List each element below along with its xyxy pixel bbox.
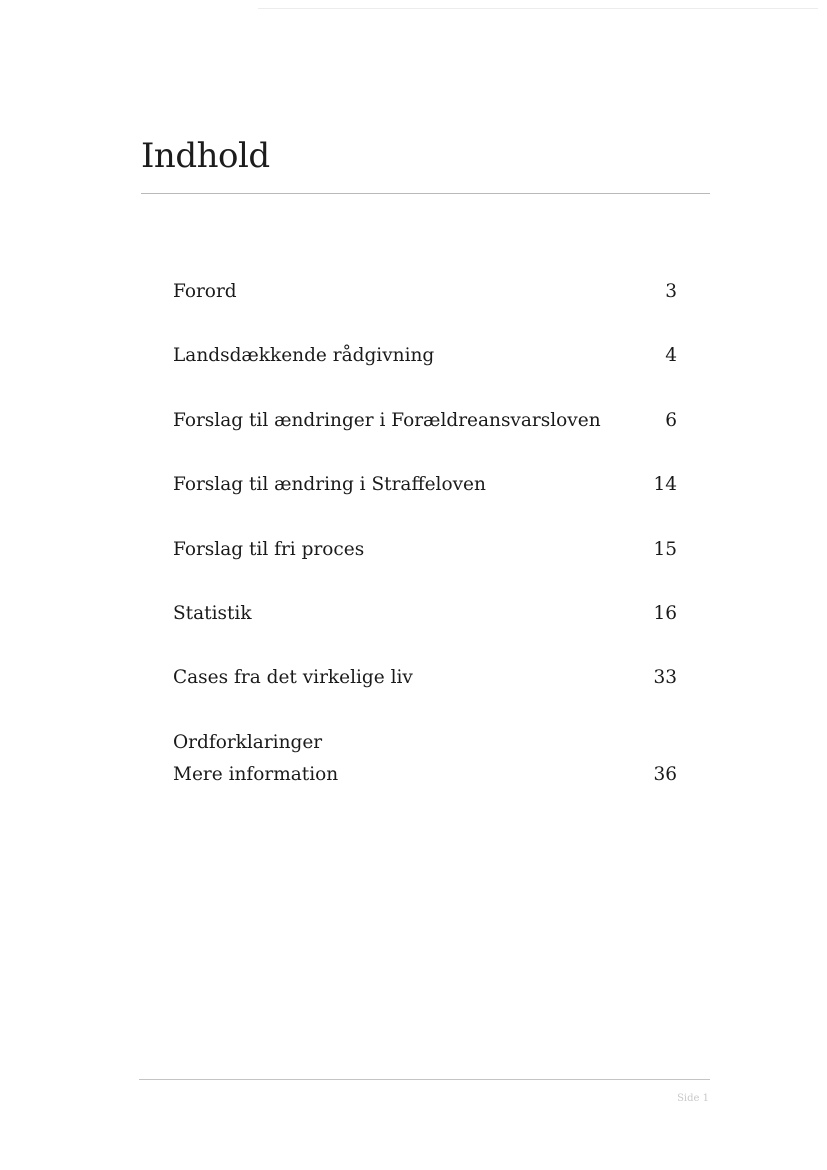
- toc-entry-page-number: 33: [653, 667, 677, 689]
- toc-entry-page-number: 6: [665, 409, 677, 431]
- toc-entry-landsdaekkende-raadgivning[interactable]: [173, 343, 677, 407]
- toc-entry-page-number: 3: [665, 281, 677, 302]
- footer-divider: [139, 1079, 710, 1080]
- toc-entry-forord[interactable]: [173, 279, 677, 343]
- page-title: Indhold: [141, 136, 270, 176]
- toc-entry-ordforklaringer-mere-information[interactable]: [173, 730, 677, 826]
- page-footer-number: Side 1: [677, 1093, 709, 1104]
- scan-edge-line: [258, 8, 818, 9]
- toc-entry-label: Landsdækkende rådgivning: [173, 345, 435, 367]
- toc-entry-label: Forord: [173, 281, 237, 302]
- toc-entry-label: Ordforklaringer: [173, 731, 323, 753]
- toc-entry-label: Forslag til ændringer i Forældreansvarsloven: [173, 409, 601, 431]
- toc-entry-label: Statistik: [173, 602, 252, 624]
- toc-entry-label: Forslag til ændring i Straffeloven: [173, 474, 486, 496]
- toc-entry-label: Forslag til fri proces: [173, 538, 365, 560]
- toc-entry-page-number: 15: [653, 538, 677, 560]
- toc-entry-page-number: 14: [653, 474, 677, 496]
- toc-entry-forslag-foraeldreansvarsloven[interactable]: [173, 408, 677, 472]
- toc-entry-forslag-straffeloven[interactable]: [173, 472, 677, 536]
- toc-entry-page-number: 36: [653, 763, 677, 785]
- toc-entry-forslag-fri-proces[interactable]: [173, 537, 677, 601]
- toc-entry-statistik[interactable]: [173, 601, 677, 665]
- toc-entry-page-number: 16: [653, 602, 677, 624]
- title-divider: [141, 193, 710, 194]
- toc-entry-label: Cases fra det virkelige liv: [173, 667, 413, 689]
- table-of-contents: [173, 279, 677, 826]
- toc-entry-cases[interactable]: [173, 665, 677, 729]
- toc-entry-page-number: 4: [665, 345, 677, 367]
- toc-entry-label-secondary: Mere information: [173, 763, 339, 785]
